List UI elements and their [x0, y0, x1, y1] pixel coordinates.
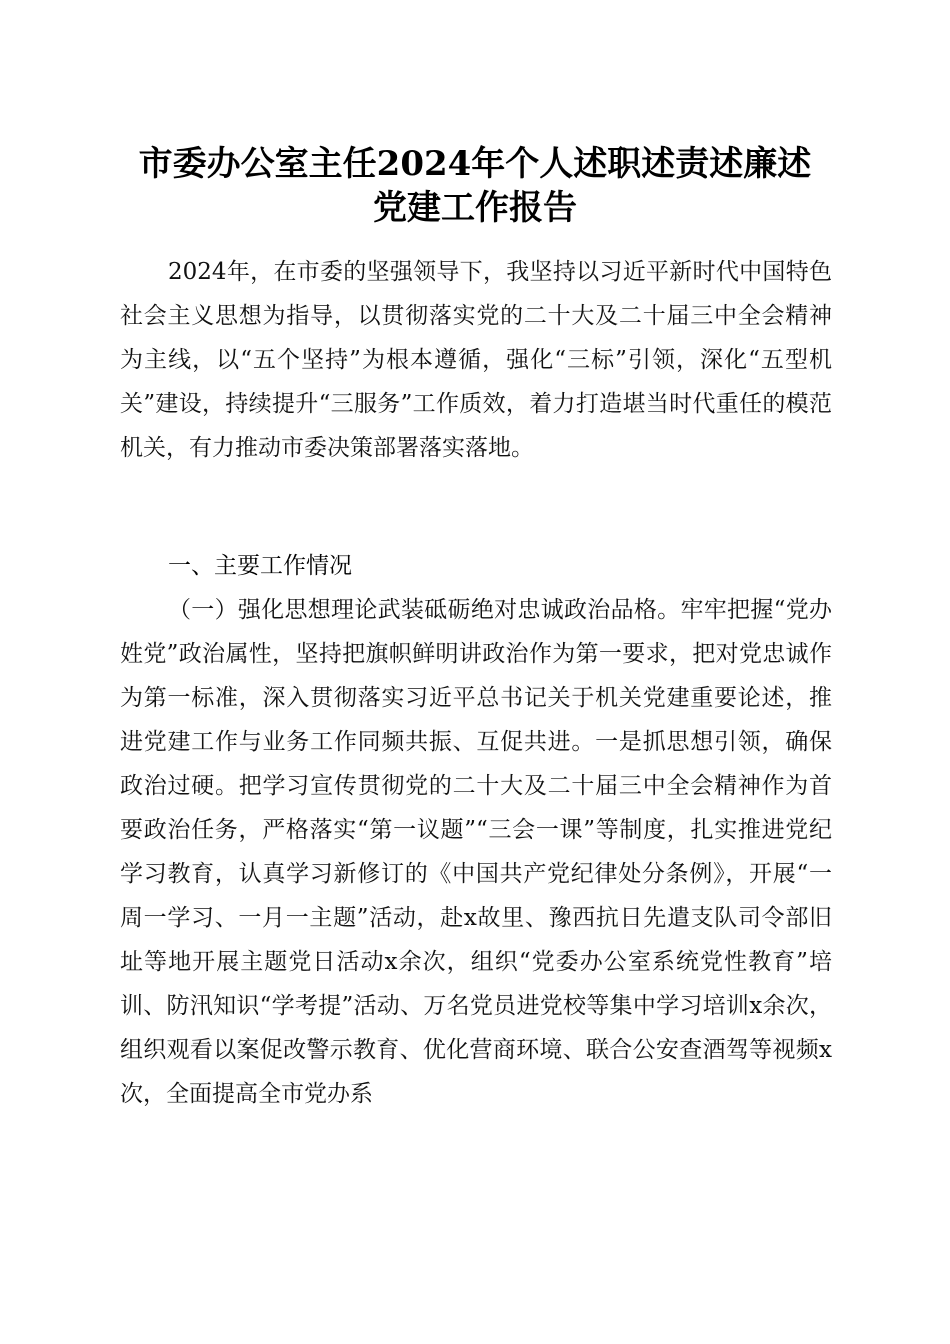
intro-paragraph: 2024年，在市委的坚强领导下，我坚持以习近平新时代中国特色社会主义思想为指导，以贯彻落实党的二十大及二十届三中全会精神为主线，以“五个坚持”为根本遵循，强化“三标”引领，深化“五型机关”建设，持续提升“三服务”工作质效，着力打造堪当时代重任的模范机关，有力推动市委决策部署落实落地。 [120, 259, 832, 461]
document-title-line-2: 党建工作报告 [373, 188, 577, 228]
document-title-line-1: 市委办公室主任2024年个人述职述责述廉述 [138, 144, 812, 184]
section-heading-main-work: 一、主要工作情况 [168, 553, 352, 579]
section-paragraph-1: （一）强化思想理论武装砥砺绝对忠诚政治品格。牢牢把握“党办姓党”政治属性，坚持把旗帜鲜明讲政治作为第一要求，把对党忠诚作为第一标准，深入贯彻落实习近平总书记关于机关党建重要论述，推进党建工作与业务工作同频共振、互促共进。一是抓思想引领，确保政治过硬。把学习宣传贯彻党的二十大及二十届三中全会精神作为首要政治任务，严格落实“第一议题”“三会一课”等制度，扎实推进党纪学习教育，认真学习新修订的《中国共产党纪律处分条例》，开展“一周一学习、一月一主题”活动，赴x故里、豫西抗日先遣支队司令部旧址等地开展主题党日活动x余次，组织“党委办公室系统党性教育”培训、防汛知识“学考提”活动、万名党员进党校等集中学习培训x余次，组织观看以案促改警示教育、优化营商环境、联合公安查酒驾等视频x次，全面提高全市党办系 [120, 597, 832, 1107]
